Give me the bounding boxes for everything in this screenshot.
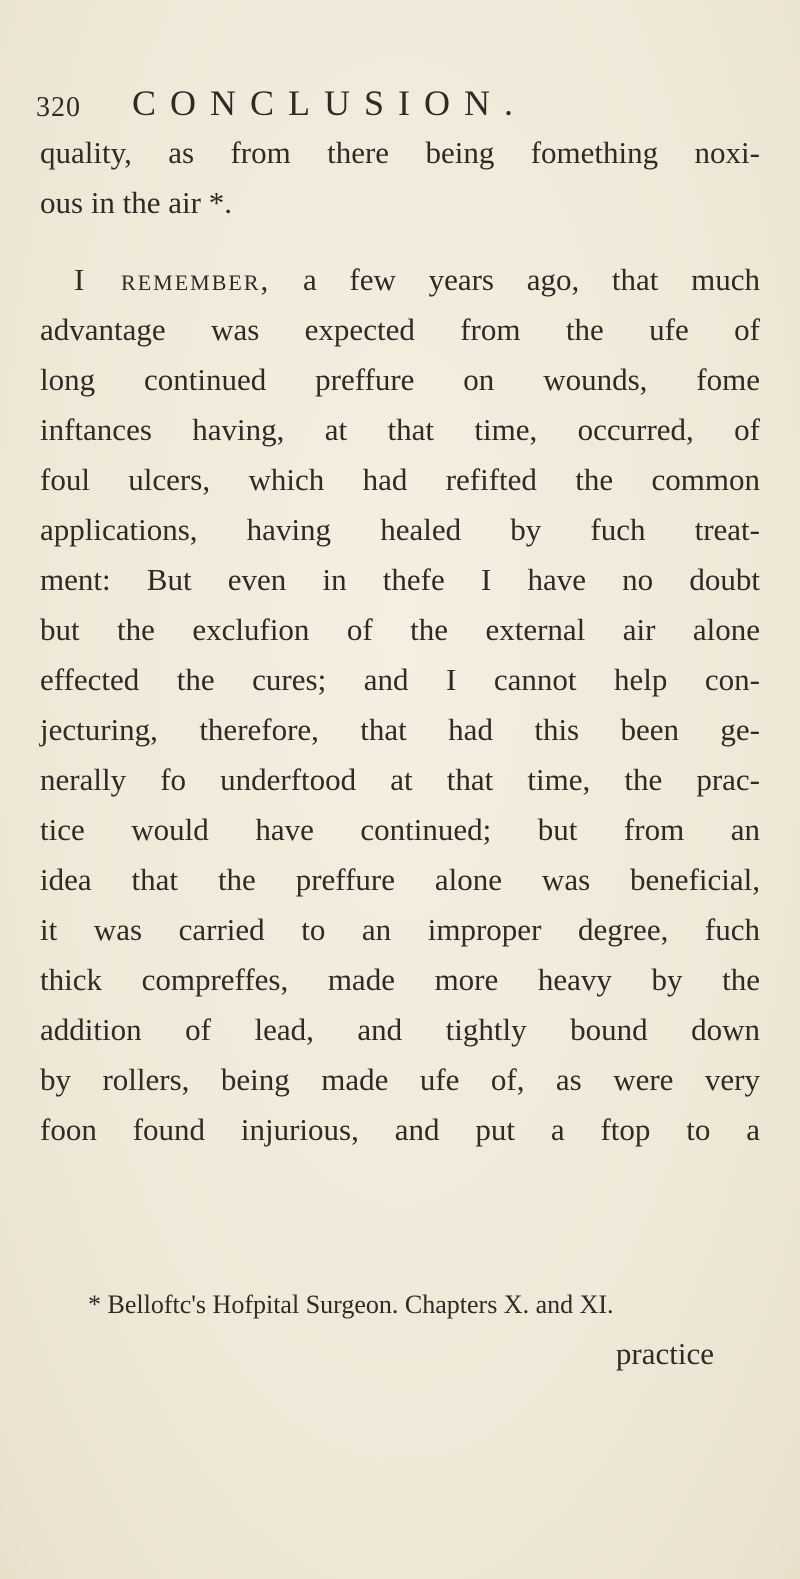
text-line: foul ulcers, which had refifted the common [40,462,760,497]
text-line: thick compreffes, made more heavy by the [40,962,760,997]
page-header [36,82,736,132]
text-line: ous in the air *. [40,185,232,220]
text-line: advantage was expected from the ufe of [40,312,760,347]
text-line: long continued preffure on wounds, fome [40,362,760,397]
page-number: 320 [36,92,81,123]
text-line: quality, as from there being fomething noxi- [40,135,760,170]
footnote: * Belloftc's Hofpital Surgeon. Chapters X. and XI. [88,1290,614,1319]
text-line-rest: a few years ago, that much [270,262,760,297]
text-line: jecturing, therefore, that had this been ge- [40,712,760,747]
text-line: it was carried to an improper degree, fuch [40,912,760,947]
text-line: idea that the preffure alone was beneficial, [40,862,760,897]
text-line: effected the cures; and I cannot help con- [40,662,760,697]
text-line: tice would have continued; but from an [40,812,760,847]
text-line: ment: But even in thefe I have no doubt [40,562,760,597]
text-line: applications, having healed by fuch treat- [40,512,760,547]
running-head: CONCLUSION. [132,83,528,123]
text-line: inftances having, at that time, occurred, of [40,412,760,447]
text-line: addition of lead, and tightly bound down [40,1012,760,1047]
text-line: by rollers, being made ufe of, as were very [40,1062,760,1097]
text-line: foon found injurious, and put a ftop to a [40,1112,760,1147]
opening-word: I remember, [74,262,271,297]
catchword: practice [615,1336,714,1371]
text-line: but the exclufion of the external air alone [40,612,760,647]
paragraph-first-line [74,255,760,305]
text-line: nerally fo underftood at that time, the prac- [40,762,760,797]
